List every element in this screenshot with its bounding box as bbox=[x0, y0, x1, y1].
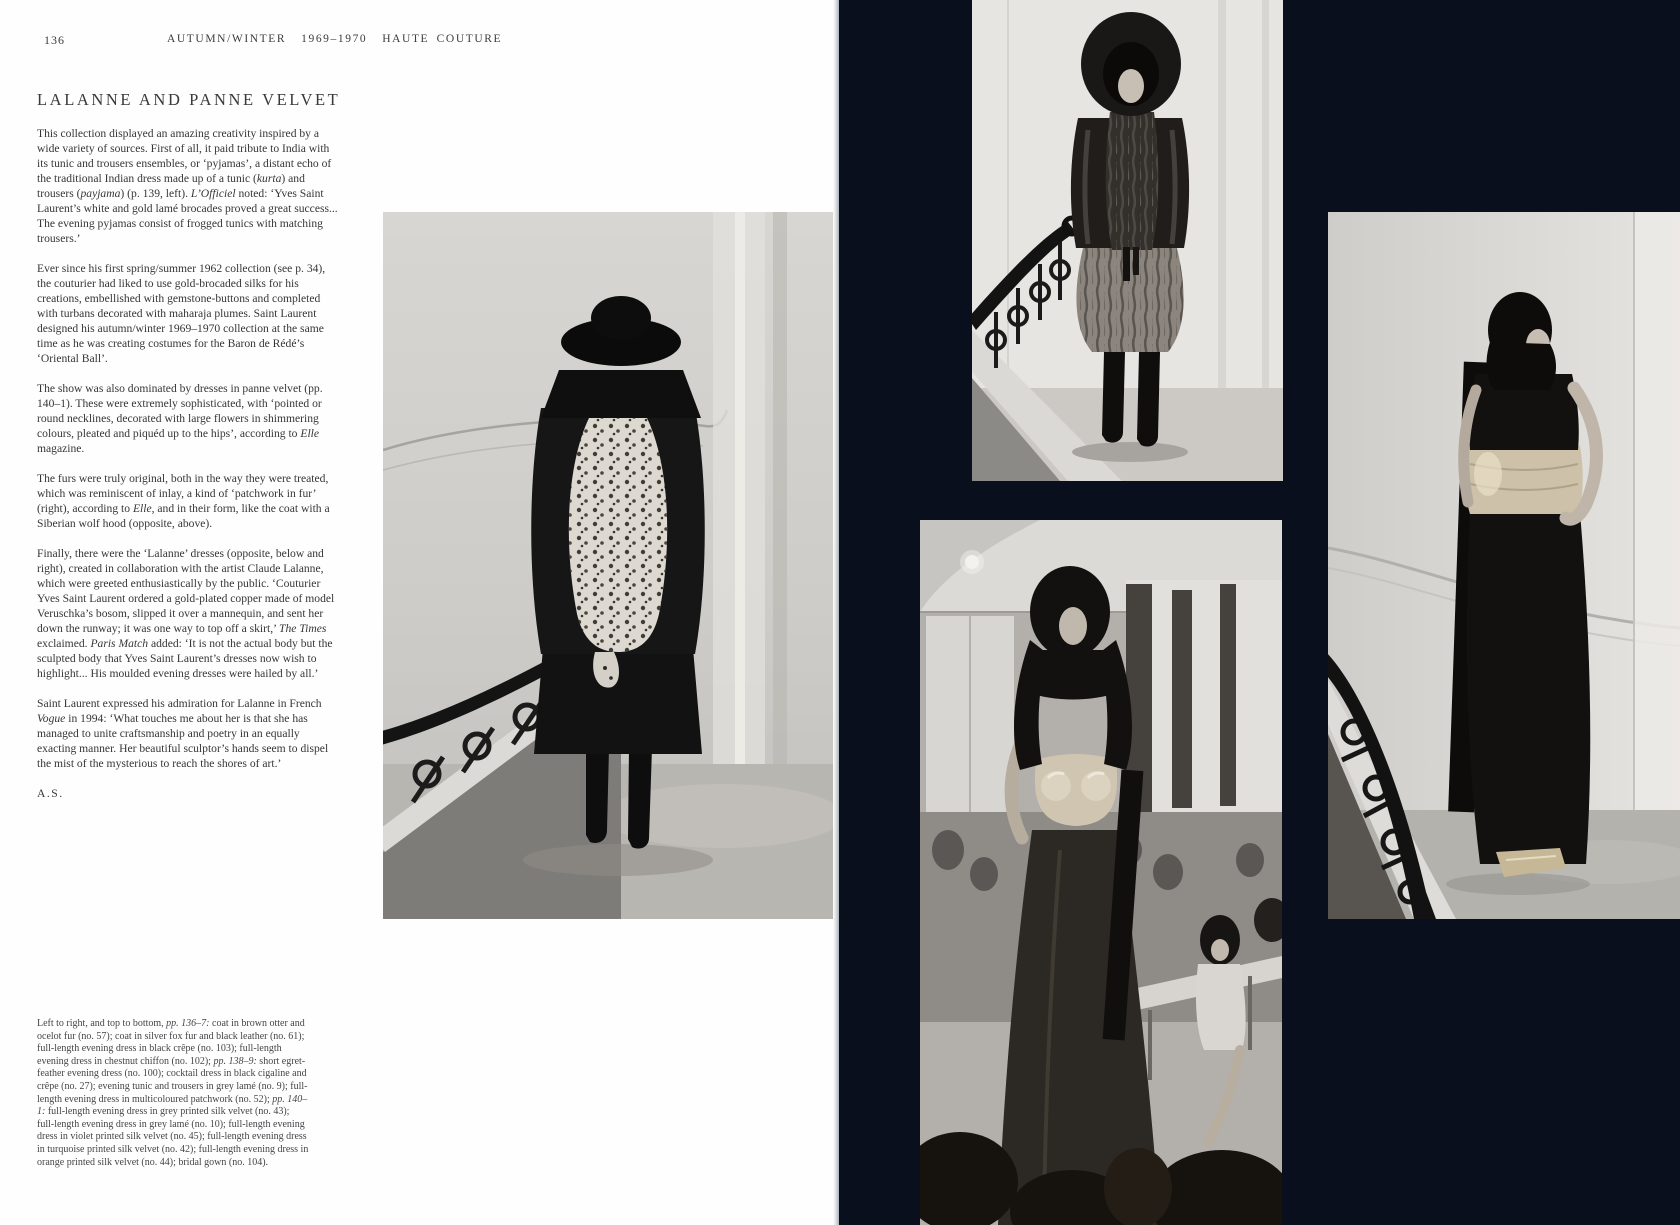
page-number: 136 bbox=[44, 33, 65, 47]
left-page bbox=[0, 0, 839, 1225]
paragraph-4: The furs were truly original, both in the way they were treated, which was reminiscent of inlay, a kind of ‘patchwork in fur’ (right), according to Elle, and in their form, like the coat with a Siberian wolf hood (opposite, above). bbox=[37, 472, 330, 530]
right-page bbox=[839, 0, 1680, 1225]
paragraph-6: Saint Laurent expressed his admiration for Lalanne in French Vogue in 1994: ‘What touches me about her is that she has managed to unite craftsmanship and poetry in an equally exacting manner. Her beautiful sculptor’s hands seem to dispel the mist of the mysterious to reach the shores of art.’ bbox=[37, 697, 329, 770]
photo-lalanne-breastplate bbox=[920, 520, 1282, 1225]
body-text-column bbox=[37, 126, 340, 816]
photo-ocelot-coat-image bbox=[383, 212, 841, 919]
photo-ocelot-coat bbox=[383, 212, 841, 919]
paragraph-1: This collection displayed an amazing creativity inspired by a wide variety of sources. First of all, it paid tribute to India with its tunic and trousers ensembles, or ‘pyjamas’, a distant echo of the traditional Indian dress made up of a tunic (kurta) and trousers (payjama) (p. 139, left). L’Officiel noted: ‘Yves Saint Laurent’s white and gold lamé brocades proved a great success... The evening pyjamas consist of frogged tunics with matching trousers.’ bbox=[37, 127, 338, 245]
photo-gold-corset-dress bbox=[1328, 212, 1680, 919]
section-title: LALANNE AND PANNE VELVET bbox=[37, 90, 341, 109]
photo-fox-fur-coat-image bbox=[972, 0, 1283, 481]
author-initials: A.S. bbox=[37, 787, 64, 800]
paragraph-5: Finally, there were the ‘Lalanne’ dresses (opposite, below and right), created in collaboration with the artist Claude Lalanne, which were greeted enthusiastically by the public. ‘Couturier Yves Saint Laurent ordered a gold-plated copper made of model Veruschka’s bosom, slipped it over a mannequin, and sent her down the runway; it was one way to top off a skirt,’ The Times exclaimed. Paris Match added: ‘It is not the actual body but the sculpted body that Yves Saint Laurent’s dresses now wish to highlight... His moulded evening dresses were hailed by all.’ bbox=[37, 547, 335, 680]
photo-lalanne-breastplate-image bbox=[920, 520, 1282, 1225]
paragraph-3: The show was also dominated by dresses in panne velvet (pp. 140–1). These were extremely sophisticated, with ‘pointed or round necklines, decorated with large flowers in shimmering colours, pleated and piquéd up to the hips’, according to Elle magazine. bbox=[37, 382, 323, 455]
photo-fox-fur-coat bbox=[972, 0, 1283, 481]
photo-gold-corset-dress-image bbox=[1328, 212, 1680, 919]
paragraph-2: Ever since his first spring/summer 1962 collection (see p. 34), the couturier had liked to use gold-brocaded silks for his creations, embellished with gemstone-buttons and completed with turbans decorated with maharaja plumes. Saint Laurent designed his autumn/winter 1969–1970 collection at the same time as he was creating costumes for the Baron de Rédé’s ‘Oriental Ball’. bbox=[37, 262, 326, 365]
picture-caption: Left to right, and top to bottom, pp. 136–7: coat in brown otter and ocelot fur (no. 57); coat in silver fox fur and black leather (no. 61); full-length evening dress in black crêpe (no. 103); full-length evening dress in chestnut chiffon (no. 102); pp. 138–9: short egret-feather evening dress (no. 100); cocktail dress in black cigaline and crêpe (no. 27); evening tunic and trousers in grey lamé (no. 9); full-length evening dress in multicoloured patchwork (no. 52); pp. 140–1: full-length evening dress in grey printed silk velvet (no. 43); full-length evening dress in grey lamé (no. 10); full-length evening dress in violet printed silk velvet (no. 45); full-length evening dress in turquoise printed silk velvet (no. 42); full-length evening dress in orange printed silk velvet (no. 44); bridal gown (no. 104). bbox=[37, 1018, 309, 1168]
running-head: AUTUMN/WINTER 1969–1970 HAUTE COUTURE bbox=[167, 33, 503, 45]
